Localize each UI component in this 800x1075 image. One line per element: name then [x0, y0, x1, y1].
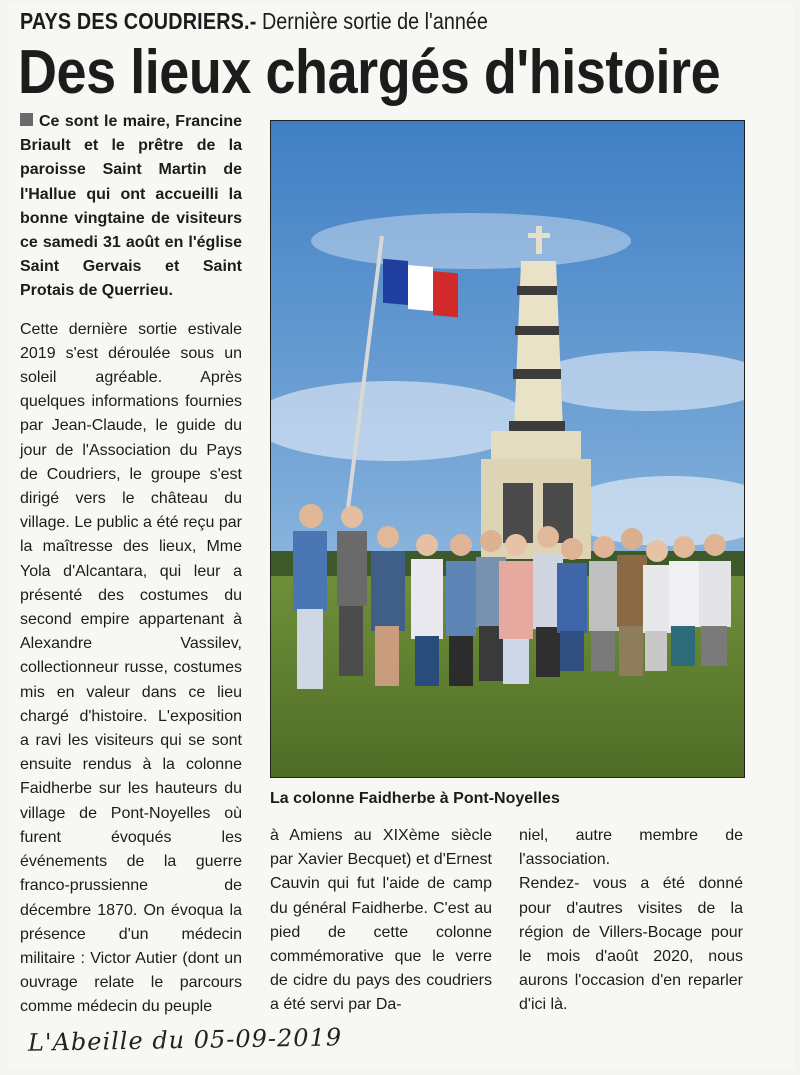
article-photo	[270, 120, 745, 778]
body-paragraph-2: à Amiens au XIXème siècle par Xavier Becquet) et d'Ernest Cauvin qui fut l'aide de camp du général Faidherbe. C'est au pied de cette colonne commémorative que le verre de cidre du pays des coudriers a été servi par Da-	[270, 827, 492, 1014]
square-bullet-icon	[20, 113, 33, 126]
lead-text: Ce sont le maire, Francine Briault et le prêtre de la paroisse Saint Martin de l'Hallue qui ont accueilli la bonne vingtaine de visiteurs ce samedi 31 août en l'église Saint Gervais et Saint Protais de Querrieu.	[20, 113, 242, 300]
body-paragraph-4: Rendez- vous a été donné pour d'autres visites de la région de Villers-Bocage pour le mois d'août 2020, nous aurons l'occasion d'en reparler d'ici là.	[519, 875, 743, 1014]
text-column-1	[20, 110, 242, 1020]
lead-paragraph	[20, 110, 242, 304]
rubric: PAYS DES COUDRIERS.-	[20, 8, 257, 34]
handwritten-source-note: L'Abeille du 05-09-2019	[27, 1023, 343, 1057]
photo-caption: La colonne Faidherbe à Pont-Noyelles	[270, 790, 560, 807]
text-column-2	[270, 824, 492, 1018]
text-column-3	[519, 824, 743, 1018]
body-paragraph-1: Cette dernière sortie estivale 2019 s'est déroulée sous un soleil agréable. Après quelques informations fournies par Jean-Claude, le guide du jour de l'Association du Pays de Coudriers, le groupe s'est dirigé vers le château du village. Le public a été reçu par la maîtresse des lieux, Mme Yola d'Alcantara, qui leur a présenté des costumes du second empire appartenant à Alexandre Vassilev, collectionneur russe, costumes mis en valeur dans ce lieu chargé d'histoire. L'exposition a ravi les visiteurs qui se sont ensuite rendus à la colonne Faidherbe sur les hauteurs du village de Pont-Noyelles où furent évoqués les événements de la guerre franco-prussienne de décembre 1870. On évoqua la présence d'un médecin militaire : Victor Autier (dont un ouvrage relate le parcours comme médecin du peuple	[20, 320, 242, 1016]
body-paragraph-3: niel, autre membre de l'association.	[519, 827, 743, 869]
group-photo-illustration	[271, 121, 744, 777]
article-kicker	[20, 8, 488, 35]
article-subtitle: Dernière sortie de l'année	[261, 8, 488, 34]
article-headline: Des lieux chargés d'histoire	[18, 38, 721, 107]
